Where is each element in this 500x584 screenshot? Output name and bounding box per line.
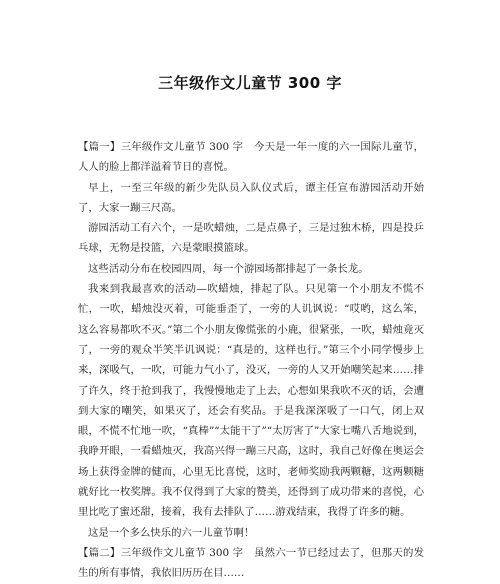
paragraph-2: 早上，一至三年级的新少先队员入队仪式后，谭主任宣布游园活动开始了，大家一蹦三尺高。 — [78, 181, 424, 214]
document-body — [78, 137, 424, 584]
paragraph-1: 【篇一】三年级作文儿童节 300 字 今天是一年一度的六一国际儿童节，人人的脸上都洋溢着节日的喜悦。 — [78, 141, 424, 174]
paragraph-5: 我来到我最喜欢的活动—吹蜡烛，排起了队。只见第一个小朋友不慌不忙，一吹，蜡烛没灭着，可能垂歪了，一旁的人讥讽说：“哎哟，这么笨，这么容易都吹不灭。”第二个小朋友像慌张的小鹿，很紧张，一吹，蜡烛竟灭了，一旁的观众半笑半讥讽说：“真是的，这样也行。”第三个小同学慢步上来，深吸气，一吹，可能力气小了，没灭，一旁的人又开始嘲笑起来……排了许久，终于抢到我了，我慢慢地走了上去，心想如果我吹不灭的话，会遭到大家的嘲笑，如果灭了，还会有奖品。于是我深深吸了一口气，闭上双眼，不慌不忙地一吹，“真棒”“太能干了”“太厉害了”大家七嘴八舌地说到，我睁开眼，一看蜡烛灭，我高兴得一蹦三尺高，这时，我自己好像在奥运会场上获得金牌的健而，心里无比喜悦，这时，老师奖励我两颗糖，这两颗糖就好比一枚奖牌。我不仅得到了大家的赞美，还得到了成功带来的喜悦，心里比吃了蜜还甜，接着，我有去排队了……游戏结束，我得了许多的糖。 — [78, 283, 424, 519]
paragraph-7: 【篇二】三年级作文儿童节 300 字 虽然六一节已经过去了，但那天的发生的所有事情，我依旧历历在目…… — [78, 546, 424, 580]
paragraph-6: 这是一个多么快乐的六一儿童节啊！ — [88, 526, 255, 539]
paragraph-4: 这些活动分布在校园四周，每一个游园场都排起了一条长龙。 — [88, 262, 369, 275]
paragraph-3: 游园活动工有六个，一是吹蜡烛，二是点鼻子，三是过独木桥，四是投乒乓球，无物是投篮，六是蒙眼摸篮球。 — [78, 222, 424, 255]
page-title: 三年级作文儿童节 300 字 — [158, 74, 342, 92]
